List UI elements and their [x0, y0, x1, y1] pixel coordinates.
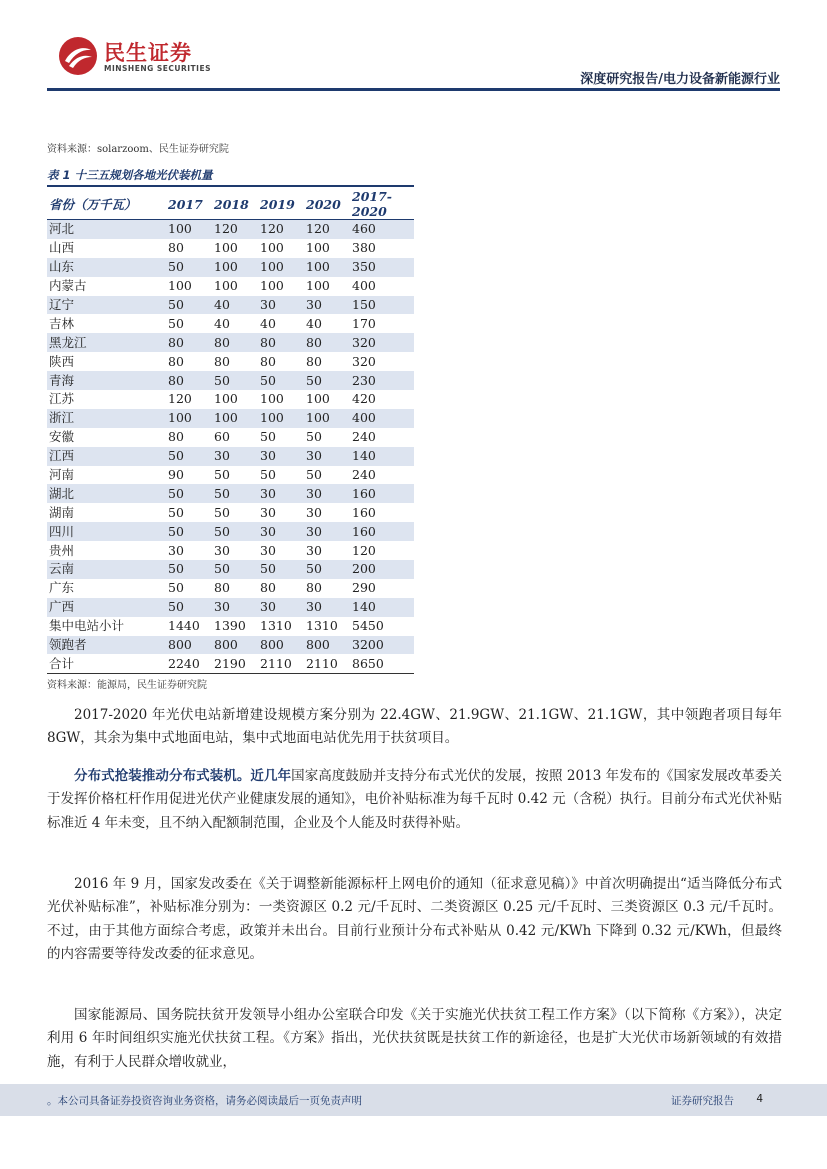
value-cell: 80	[260, 353, 276, 369]
table-row	[47, 541, 414, 560]
value-cell: 100	[260, 240, 284, 256]
value-cell: 100	[212, 258, 258, 277]
table-row	[47, 654, 414, 673]
minsheng-logo-icon	[58, 36, 98, 76]
value-cell: 400	[352, 278, 376, 294]
province-cell: 广西	[47, 598, 166, 617]
value-cell: 100	[306, 391, 330, 407]
column-header: 2018	[212, 189, 258, 220]
value-cell: 2240	[166, 654, 212, 673]
province-cell: 河北	[47, 220, 166, 239]
value-cell: 50	[168, 580, 184, 596]
value-cell: 30	[258, 296, 304, 315]
value-cell: 100	[258, 409, 304, 428]
province-cell: 山东	[47, 258, 166, 277]
value-cell: 80	[258, 333, 304, 352]
value-cell: 100	[166, 409, 212, 428]
table-row	[47, 503, 414, 522]
value-cell: 40	[214, 315, 230, 331]
value-cell: 100	[214, 391, 238, 407]
value-cell: 30	[260, 542, 276, 558]
page-number: 4	[756, 1093, 763, 1105]
value-cell: 30	[304, 598, 350, 617]
value-cell: 800	[304, 636, 350, 655]
value-cell: 290	[352, 580, 376, 596]
value-cell: 60	[214, 429, 230, 445]
value-cell: 50	[166, 296, 212, 315]
value-cell: 40	[260, 315, 276, 331]
value-cell: 50	[212, 522, 258, 541]
value-cell: 30	[258, 522, 304, 541]
value-cell: 50	[304, 371, 350, 390]
column-header: 2017-2020	[350, 189, 414, 220]
value-cell: 5450	[352, 618, 384, 634]
header-divider	[47, 88, 780, 91]
province-cell: 湖南	[49, 504, 75, 520]
value-cell: 50	[166, 258, 212, 277]
table-row	[47, 409, 414, 428]
value-cell: 100	[304, 258, 350, 277]
value-cell: 30	[258, 598, 304, 617]
value-cell: 160	[350, 522, 414, 541]
value-cell: 30	[306, 542, 322, 558]
value-cell: 50	[166, 598, 212, 617]
paragraph-lead: 分布式抢装推动分布式装机。近几年	[74, 768, 292, 784]
value-cell: 90	[168, 467, 184, 483]
value-cell: 50	[166, 484, 212, 503]
value-cell: 2190	[212, 654, 258, 673]
paragraph-subsidy-adjustment: 2016 年 9 月，国家发改委在《关于调整新能源标杆上网电价的通知（征求意见稿）》中首次明确提出“适当降低分布式光伏补贴标准”，补贴标准分别为：一类资源区 0.2 元/千瓦时、二类资源区 0.25 元/千瓦时、三类资源区 0.3 元/千瓦时。不过，由于其他方面综合考虑，政策并未出台。目前行业预计分布式补贴从 0.42 元/KWh 下降到 0.32 元/KWh，但最终的内容需要等待发改委的征求意见。	[47, 876, 782, 963]
table-header-row	[47, 189, 414, 220]
value-cell: 80	[306, 580, 322, 596]
value-cell: 350	[350, 258, 414, 277]
province-cell: 贵州	[49, 542, 75, 558]
province-cell: 内蒙古	[49, 278, 87, 294]
value-cell: 80	[214, 580, 230, 596]
value-cell: 30	[304, 484, 350, 503]
value-cell: 50	[260, 429, 276, 445]
table-row	[47, 258, 414, 277]
value-cell: 100	[306, 278, 330, 294]
logo	[58, 36, 211, 78]
table-row	[47, 220, 414, 239]
value-cell: 3200	[350, 636, 414, 655]
value-cell: 1440	[168, 618, 200, 634]
value-cell: 420	[352, 391, 376, 407]
value-cell: 50	[306, 429, 322, 445]
table-row	[47, 466, 414, 485]
column-header: 省份（万千瓦）	[47, 189, 166, 220]
table-row	[47, 352, 414, 371]
value-cell: 140	[350, 447, 414, 466]
value-cell: 100	[260, 391, 284, 407]
value-cell: 80	[306, 353, 322, 369]
value-cell: 320	[350, 333, 414, 352]
province-cell: 合计	[47, 654, 166, 673]
value-cell: 50	[166, 522, 212, 541]
value-cell: 230	[350, 371, 414, 390]
table-row	[47, 239, 414, 258]
value-cell: 50	[260, 467, 276, 483]
page-footer	[0, 1084, 827, 1116]
logo-text-en: MINSHENG SECURITIES	[104, 64, 211, 73]
table-row	[47, 636, 414, 655]
province-cell: 青海	[47, 371, 166, 390]
value-cell: 30	[304, 296, 350, 315]
value-cell: 100	[166, 220, 212, 239]
value-cell: 800	[258, 636, 304, 655]
table-title: 表 1 十三五规划各地光伏装机量	[47, 168, 213, 182]
value-cell: 50	[166, 447, 212, 466]
value-cell: 30	[306, 504, 322, 520]
value-cell: 320	[352, 353, 376, 369]
province-cell: 江苏	[49, 391, 75, 407]
value-cell: 50	[306, 467, 322, 483]
value-cell: 100	[306, 240, 330, 256]
value-cell: 40	[306, 315, 322, 331]
value-cell: 100	[214, 278, 238, 294]
value-cell: 2110	[258, 654, 304, 673]
province-cell: 集中电站小计	[49, 618, 125, 634]
table-row	[47, 277, 414, 296]
value-cell: 120	[212, 220, 258, 239]
value-cell: 170	[352, 315, 376, 331]
province-cell: 山西	[49, 240, 75, 256]
table-row	[47, 484, 414, 503]
value-cell: 160	[352, 504, 376, 520]
value-cell: 50	[168, 315, 184, 331]
value-cell: 380	[352, 240, 376, 256]
value-cell: 80	[166, 371, 212, 390]
value-cell: 30	[260, 504, 276, 520]
value-cell: 30	[168, 542, 184, 558]
footer-report-type: 证券研究报告	[671, 1095, 734, 1107]
value-cell: 50	[214, 467, 230, 483]
table-source-note: 资料来源：能源局，民生证券研究院	[47, 680, 207, 691]
value-cell: 800	[212, 636, 258, 655]
value-cell: 80	[168, 240, 184, 256]
value-cell: 80	[212, 333, 258, 352]
value-cell: 160	[350, 484, 414, 503]
value-cell: 30	[304, 522, 350, 541]
value-cell: 50	[212, 560, 258, 579]
province-cell: 浙江	[47, 409, 166, 428]
table-row	[47, 560, 414, 579]
value-cell: 80	[304, 333, 350, 352]
province-cell: 云南	[47, 560, 166, 579]
province-cell: 辽宁	[47, 296, 166, 315]
value-cell: 150	[350, 296, 414, 315]
value-cell: 460	[350, 220, 414, 239]
province-cell: 吉林	[49, 315, 75, 331]
value-cell: 1310	[306, 618, 338, 634]
table-row	[47, 296, 414, 315]
value-cell: 50	[212, 484, 258, 503]
paragraph-capacity-plan: 2017-2020 年光伏电站新增建设规模方案分别为 22.4GW、21.9GW、21.1GW、21.1GW，其中领跑者项目每年 8GW，其余为集中式地面电站，集中式地面电站优先用于扶贫项目。	[47, 707, 782, 747]
value-cell: 800	[166, 636, 212, 655]
report-title: 深度研究报告/电力设备新能源行业	[580, 72, 780, 87]
value-cell: 100	[212, 409, 258, 428]
value-cell: 240	[352, 467, 376, 483]
value-cell: 50	[304, 560, 350, 579]
table-row	[47, 522, 414, 541]
value-cell: 80	[260, 580, 276, 596]
table-row	[47, 447, 414, 466]
footer-disclaimer: 。本公司具备证券投资咨询业务资格，请务必阅读最后一页免责声明	[47, 1095, 362, 1107]
province-cell: 湖北	[47, 484, 166, 503]
table-row	[47, 333, 414, 352]
value-cell: 50	[258, 560, 304, 579]
column-header: 2020	[304, 189, 350, 220]
province-cell: 陕西	[49, 353, 75, 369]
value-cell: 80	[168, 429, 184, 445]
table-row	[47, 428, 414, 447]
value-cell: 140	[350, 598, 414, 617]
value-cell: 120	[304, 220, 350, 239]
column-header: 2017	[166, 189, 212, 220]
paragraph-poverty-alleviation: 国家能源局、国务院扶贫开发领导小组办公室联合印发《关于实施光伏扶贫工程工作方案》（以下简称《方案》），决定利用 6 年时间组织实施光伏扶贫工程。《方案》指出，光伏扶贫既是扶贫工作的新途径，也是扩大光伏市场新领域的有效措施，有利于人民群众增收就业，	[47, 1007, 782, 1070]
paragraph-body: 国家高度鼓励并支持分布式光伏的发展，按照 2013 年发布的《国家发展改革委关于发挥价格杠杆作用促进光伏产业健康发展的通知》，电价补贴标准为每千瓦时 0.42 元（含税）执行。目前分布式光伏补贴标准近 4 年未变，且不纳入配额制范围，企业及个人能及时获得补贴。	[47, 768, 782, 831]
table-row	[47, 371, 414, 390]
value-cell: 50	[168, 504, 184, 520]
value-cell: 30	[212, 598, 258, 617]
value-cell: 120	[258, 220, 304, 239]
logo-text-cn: 民生证券	[104, 41, 192, 65]
value-cell: 80	[214, 353, 230, 369]
value-cell: 2110	[304, 654, 350, 673]
top-source-note: 资料来源：solarzoom、民生证券研究院	[47, 144, 229, 155]
province-cell: 河南	[49, 467, 75, 483]
value-cell: 80	[166, 333, 212, 352]
value-cell: 30	[258, 447, 304, 466]
value-cell: 30	[304, 447, 350, 466]
installation-table	[47, 189, 414, 674]
value-cell: 100	[214, 240, 238, 256]
value-cell: 200	[350, 560, 414, 579]
value-cell: 30	[214, 542, 230, 558]
value-cell: 40	[212, 296, 258, 315]
value-cell: 30	[212, 447, 258, 466]
table-row	[47, 598, 414, 617]
value-cell: 50	[214, 504, 230, 520]
value-cell: 400	[350, 409, 414, 428]
province-cell: 黑龙江	[47, 333, 166, 352]
value-cell: 50	[212, 371, 258, 390]
table-row	[47, 617, 414, 636]
value-cell: 50	[166, 560, 212, 579]
table-row	[47, 579, 414, 598]
province-cell: 四川	[47, 522, 166, 541]
value-cell: 80	[168, 353, 184, 369]
province-cell: 领跑者	[47, 636, 166, 655]
table-row	[47, 390, 414, 409]
value-cell: 100	[168, 278, 192, 294]
value-cell: 30	[258, 484, 304, 503]
value-cell: 1310	[260, 618, 292, 634]
province-cell: 江西	[47, 447, 166, 466]
value-cell: 100	[258, 258, 304, 277]
province-cell: 安徽	[49, 429, 75, 445]
table-title-divider	[47, 185, 414, 187]
table-body	[47, 220, 414, 674]
value-cell: 100	[304, 409, 350, 428]
province-cell: 广东	[49, 580, 75, 596]
paragraph-distributed-pv	[47, 765, 782, 835]
value-cell: 100	[260, 278, 284, 294]
value-cell: 120	[168, 391, 192, 407]
value-cell: 50	[258, 371, 304, 390]
value-cell: 120	[352, 542, 376, 558]
column-header: 2019	[258, 189, 304, 220]
value-cell: 240	[352, 429, 376, 445]
value-cell: 8650	[350, 654, 414, 673]
value-cell: 1390	[214, 618, 246, 634]
table-row	[47, 314, 414, 333]
